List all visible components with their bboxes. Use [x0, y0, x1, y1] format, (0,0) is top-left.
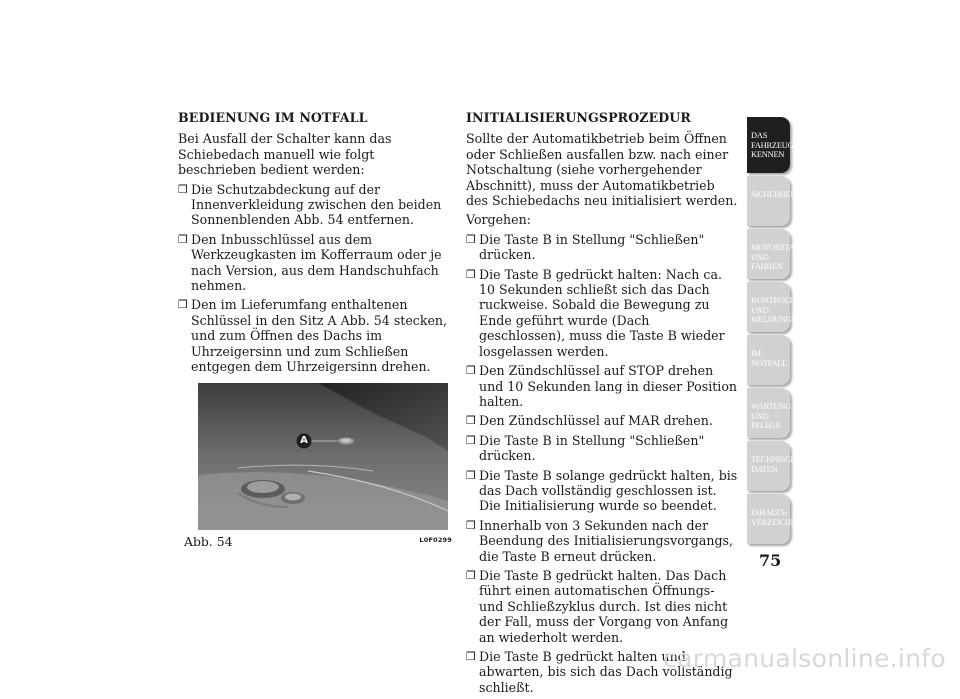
list-item: [466, 413, 738, 428]
list-item: [466, 568, 738, 645]
tab-label: IM NOTFALL: [751, 349, 788, 368]
tab-technische-daten[interactable]: [747, 441, 802, 491]
watermark: carmanualsonline.info: [663, 644, 946, 673]
checkbox-bullet-icon: ❒: [466, 518, 476, 532]
checkbox-bullet-icon: ❒: [466, 232, 476, 246]
left-column: [178, 110, 453, 379]
intro-paragraph: Bei Ausfall der Schalter kann das Schiebedach manuell wie folgt beschrieben bedient werden:: [178, 131, 392, 178]
checkbox-bullet-icon: ❒: [466, 364, 476, 378]
chapter-tabs: [747, 117, 838, 547]
list-item-text: Innerhalb von 3 Sekunden nach der Beendung des Initialisierungsvorgangs, die Taste B erneut drücken.: [479, 517, 734, 564]
tab-label: KONTROLLLEUCHTEN UND MELDUNGEN: [751, 296, 838, 325]
tab-label: MOTORSTART UND FAHREN: [751, 243, 805, 272]
section-heading-notfall: BEDIENUNG IM NOTFALL: [178, 110, 368, 125]
list-item-text: Die Taste B gedrückt halten. Das Dach führt einen automatischen Öffnungs- und Schließzyklus durch. Ist dies nicht der Fall, muss der Vorgang von Anfang an wiederholt werden.: [479, 567, 729, 645]
tab-label: INHALTS- VERZEICHNIS: [751, 508, 804, 527]
list-item-text: Die Taste B gedrückt halten: Nach ca. 10 Sekunden schließt sich das Dach ruckweise. Sobald die Bewegung zu Ende geführt wurde (Dach geschlossen), muss die Taste B wieder losgelassen werden.: [479, 266, 725, 359]
figure-caption-text: Abb. 54: [184, 534, 233, 549]
list-item-text: Den Inbusschlüssel aus dem Werkzeugkasten im Kofferraum oder je nach Version, aus dem Handschuhfach nehmen.: [191, 231, 442, 294]
tab-label: SICHERHEIT: [751, 190, 798, 199]
list-item-text: Die Taste B in Stellung "Schließen" drücken.: [479, 231, 705, 263]
page-number: 75: [759, 551, 782, 570]
tab-wartung-und-pflege[interactable]: [747, 388, 790, 438]
list-item: [178, 232, 453, 294]
tab-label: WARTUNG UND PFLEGE: [751, 402, 791, 431]
list-item-text: Den Zündschlüssel auf STOP drehen und 10 Sekunden lang in dieser Position halten.: [479, 363, 738, 409]
list-item-text: Die Schutzabdeckung auf der Innenverkleidung zwischen den beiden Sonnenblenden Abb. 54 entfernen.: [191, 181, 442, 228]
list-item-text: Den Zündschlüssel auf MAR drehen.: [479, 413, 713, 429]
checkbox-bullet-icon: ❒: [178, 232, 188, 246]
headliner-illustration: [198, 383, 448, 530]
list-item: [466, 232, 738, 263]
steps-list-initialisierung: [466, 232, 738, 695]
checkbox-bullet-icon: ❒: [178, 182, 188, 196]
steps-list-notfall: [178, 182, 453, 375]
tab-das-fahrzeug-kennen[interactable]: [747, 117, 794, 173]
figure-sunroof-photo: [198, 383, 448, 530]
tab-kontrollleuchten[interactable]: [747, 282, 838, 332]
tab-sicherheit[interactable]: [747, 176, 798, 226]
list-item: [466, 433, 738, 464]
checkbox-bullet-icon: ❒: [466, 433, 476, 447]
checkbox-bullet-icon: ❒: [466, 568, 476, 582]
checkbox-bullet-icon: ❒: [466, 267, 476, 281]
list-item: [178, 182, 453, 228]
list-item-text: Die Taste B gedrückt halten und abwarten, bis sich das Dach vollständig schließt.: [479, 649, 733, 695]
list-item: [466, 267, 738, 359]
list-item: [466, 468, 738, 514]
checkbox-bullet-icon: ❒: [466, 414, 476, 428]
tab-im-notfall[interactable]: [747, 335, 790, 385]
lead-text: Vorgehen:: [466, 212, 531, 228]
tab-inhaltsverzeichnis[interactable]: [747, 494, 804, 544]
checkbox-bullet-icon: ❒: [466, 468, 476, 482]
figure-code: L0F0299: [419, 536, 452, 544]
tab-motorstart-und-fahren[interactable]: [747, 229, 805, 279]
right-column: [466, 110, 738, 699]
list-item: [466, 518, 738, 564]
list-item-text: Die Taste B solange gedrückt halten, bis das Dach vollständig geschlossen ist. Die Initialisierung wurde so beendet.: [479, 467, 738, 514]
list-item: [466, 363, 738, 409]
section-heading-initialisierung: INITIALISIERUNGSPROZEDUR: [466, 110, 691, 125]
callout-label-a: A: [300, 435, 308, 446]
tab-label: TECHNISCHE DATEN: [751, 455, 802, 474]
tab-label: DAS FAHRZEUG KENNEN: [751, 131, 794, 160]
checkbox-bullet-icon: ❒: [466, 650, 476, 663]
intro-paragraph: Sollte der Automatikbetrieb beim Öffnen oder Schließen ausfallen bzw. nach einer Notschaltung (siehe vorhergehender Abschnitt), muss der Automatikbetrieb des Schiebedachs neu initialisiert werden.: [466, 131, 738, 209]
figure-caption: [184, 534, 452, 549]
list-item-text: Den im Lieferumfang enthaltenen Schlüssel in den Sitz A Abb. 54 stecken, und zum Öffnen des Dachs im Uhrzeigersinn und zum Schließen entgegen dem Uhrzeigersinn drehen.: [191, 297, 448, 375]
list-item-text: Die Taste B in Stellung "Schließen" drücken.: [479, 432, 705, 464]
list-item: [178, 297, 453, 374]
checkbox-bullet-icon: ❒: [178, 298, 188, 312]
